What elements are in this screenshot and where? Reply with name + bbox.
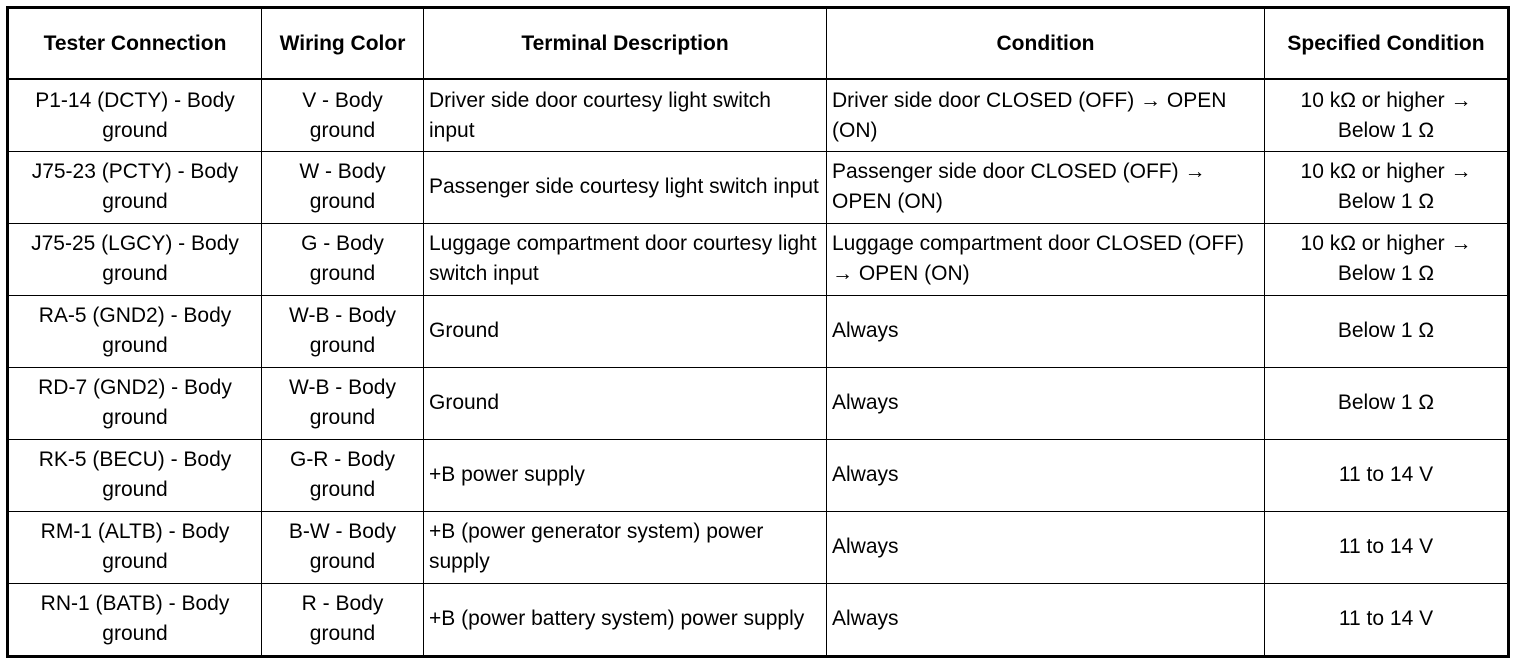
header-terminal-description: Terminal Description (424, 8, 827, 80)
table-row (8, 295, 1509, 367)
terminal-description-cell: Luggage compartment door courtesy light switch input (424, 223, 827, 295)
specified-condition-cell: 11 to 14 V (1265, 583, 1509, 656)
header-tester-connection: Tester Connection (8, 8, 262, 80)
tester-connection-cell: J75-23 (PCTY) - Body ground (8, 152, 262, 224)
condition-cell: Always (827, 295, 1265, 367)
wiring-color-cell: W-B - Body ground (262, 367, 424, 439)
table-row (8, 367, 1509, 439)
condition-cell: Luggage compartment door CLOSED (OFF) → OPEN (ON) (827, 223, 1265, 295)
table-row (8, 511, 1509, 583)
condition-cell: Driver side door CLOSED (OFF) → OPEN (ON) (827, 79, 1265, 152)
terminal-description-cell: Driver side door courtesy light switch input (424, 79, 827, 152)
terminal-description-cell: +B power supply (424, 439, 827, 511)
tester-connection-cell: RK-5 (BECU) - Body ground (8, 439, 262, 511)
header-specified-condition: Specified Condition (1265, 8, 1509, 80)
terminal-description-cell: +B (power battery system) power supply (424, 583, 827, 656)
specified-condition-cell: 11 to 14 V (1265, 511, 1509, 583)
specified-condition-cell: Below 1 Ω (1265, 295, 1509, 367)
wiring-color-cell: R - Body ground (262, 583, 424, 656)
wiring-color-cell: W-B - Body ground (262, 295, 424, 367)
tester-connection-cell: J75-25 (LGCY) - Body ground (8, 223, 262, 295)
tester-connection-cell: RN-1 (BATB) - Body ground (8, 583, 262, 656)
table-row (8, 152, 1509, 224)
specified-condition-cell: 11 to 14 V (1265, 439, 1509, 511)
specified-condition-cell: 10 kΩ or higher → Below 1 Ω (1265, 79, 1509, 152)
header-wiring-color: Wiring Color (262, 8, 424, 80)
specified-condition-cell: Below 1 Ω (1265, 367, 1509, 439)
condition-cell: Always (827, 583, 1265, 656)
terminal-description-cell: Ground (424, 367, 827, 439)
header-condition: Condition (827, 8, 1265, 80)
tester-connection-cell: RM-1 (ALTB) - Body ground (8, 511, 262, 583)
table-row (8, 79, 1509, 152)
terminal-description-cell: Ground (424, 295, 827, 367)
tester-connection-cell: RD-7 (GND2) - Body ground (8, 367, 262, 439)
header-row (8, 8, 1509, 80)
spec-table (6, 6, 1510, 658)
table-row (8, 439, 1509, 511)
table-row (8, 583, 1509, 656)
condition-cell: Passenger side door CLOSED (OFF) → OPEN (ON) (827, 152, 1265, 224)
condition-cell: Always (827, 511, 1265, 583)
tester-connection-cell: RA-5 (GND2) - Body ground (8, 295, 262, 367)
specified-condition-cell: 10 kΩ or higher → Below 1 Ω (1265, 223, 1509, 295)
terminal-description-cell: Passenger side courtesy light switch input (424, 152, 827, 224)
condition-cell: Always (827, 367, 1265, 439)
terminal-description-cell: +B (power generator system) power supply (424, 511, 827, 583)
wiring-color-cell: W - Body ground (262, 152, 424, 224)
condition-cell: Always (827, 439, 1265, 511)
specified-condition-cell: 10 kΩ or higher → Below 1 Ω (1265, 152, 1509, 224)
wiring-color-cell: G - Body ground (262, 223, 424, 295)
wiring-color-cell: G-R - Body ground (262, 439, 424, 511)
table-row (8, 223, 1509, 295)
tester-connection-cell: P1-14 (DCTY) - Body ground (8, 79, 262, 152)
wiring-color-cell: B-W - Body ground (262, 511, 424, 583)
wiring-color-cell: V - Body ground (262, 79, 424, 152)
